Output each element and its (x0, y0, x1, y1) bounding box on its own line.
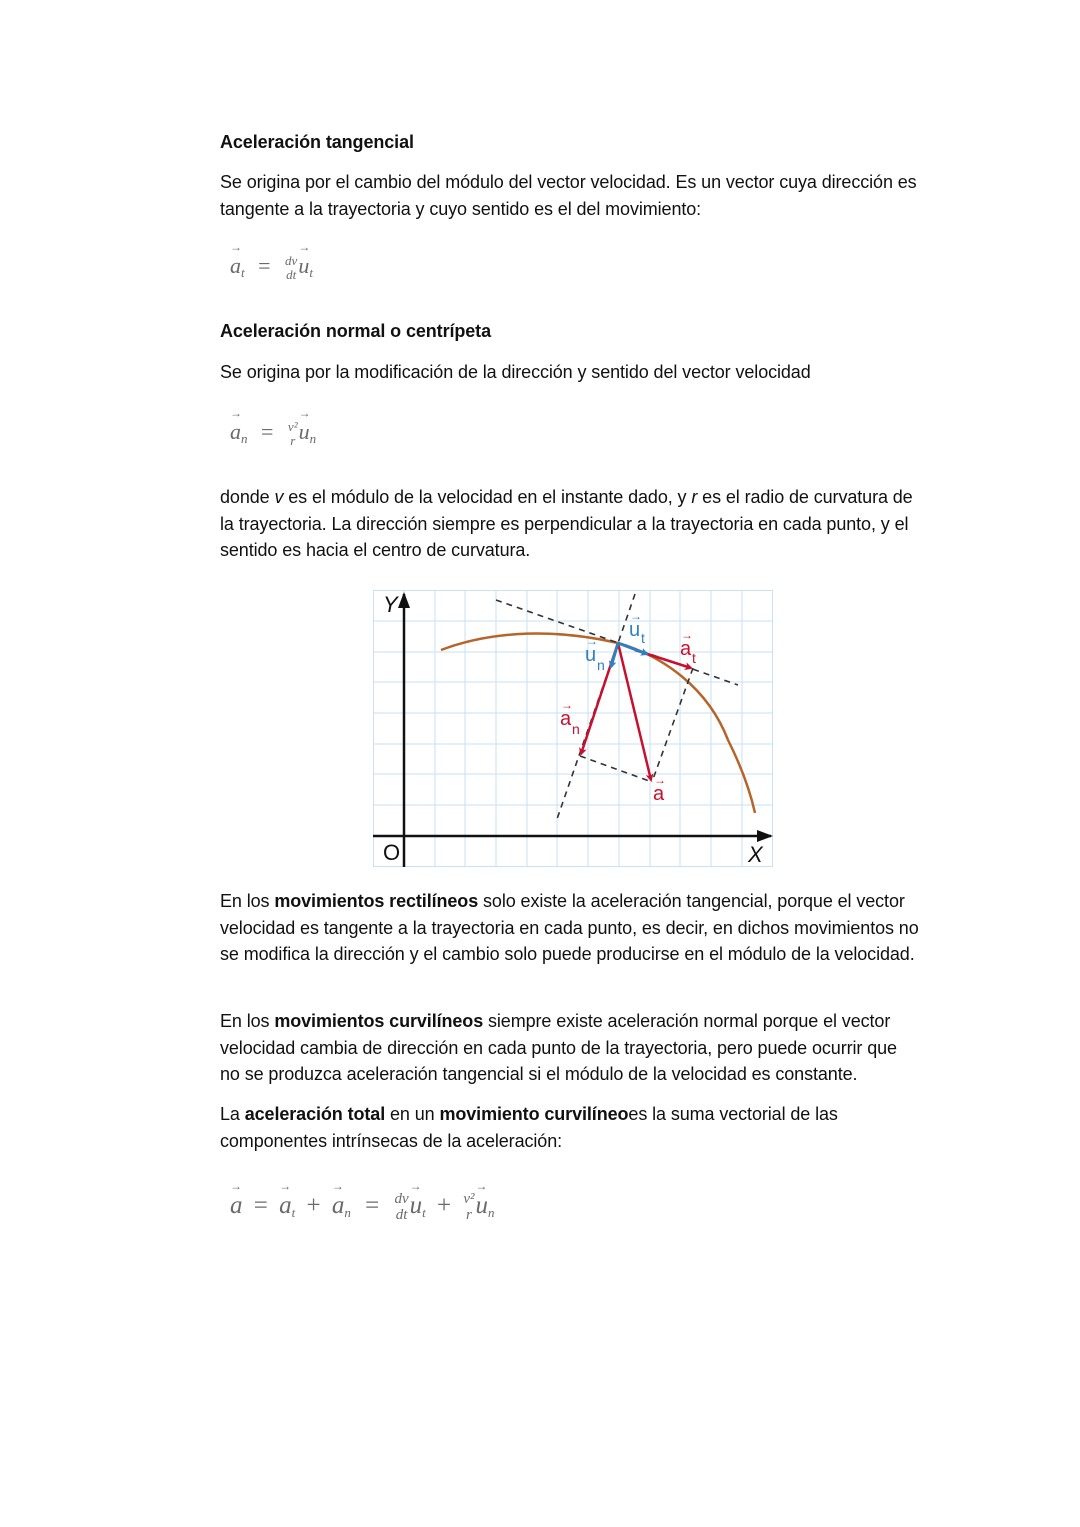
paragraph-curvilinear: En los movimientos curvilíneos siempre existe aceleración normal porque el vector velocidad cambia de dirección en cada punto de la trayectoria, pero puede ocurrir que no se produzca aceleración tangencial si el módulo de la velocidad es constante. (220, 1011, 897, 1084)
svg-text:u: u (629, 619, 641, 641)
svg-text:t: t (692, 650, 696, 666)
vector-a: → a (230, 419, 241, 445)
paragraph-total-acceleration: La aceleración total en un movimiento curvilíneoes la suma vectorial de las componentes intrínsecas de la aceleración: (220, 1104, 838, 1151)
paragraph-normal-explanation: donde v es el módulo de la velocidad en el instante dado, y r es el radio de curvatura de la trayectoria. La dirección siempre es perpendicular a la trayectoria en cada punto, y el sentido es hacia el centro de curvatura. (220, 487, 913, 560)
svg-text:t: t (641, 630, 645, 646)
fraction-dv-dt: dv dt (285, 253, 298, 283)
svg-text:a: a (653, 783, 665, 805)
paragraph-normal: Se origina por la modificación de la dirección y sentido del vector velocidad (220, 362, 811, 382)
svg-text:→: → (681, 628, 693, 642)
fraction-v2-r: v² r (287, 419, 298, 449)
vector-a: → a (230, 1192, 243, 1220)
svg-text:→: → (561, 698, 573, 712)
label-a (653, 773, 666, 805)
vector-a: → a (230, 253, 241, 279)
svg-text:u: u (585, 644, 597, 666)
svg-text:→: → (586, 634, 598, 648)
heading-normal: Aceleración normal o centrípeta (220, 321, 491, 341)
paragraph-rectilinear: En los movimientos rectilíneos solo existe la aceleración tangencial, porque el vector velocidad es tangente a la trayectoria en cada punto, es decir, en dichos movimientos no se modifica la dirección y el cambio solo puede producirse en el módulo de la velocidad. (220, 891, 919, 964)
x-axis-label: X (748, 842, 763, 867)
vector-a-t: → a (279, 1192, 292, 1220)
formula-normal: → $a_n$ = v² r → $u_n$ (230, 419, 316, 447)
svg-text:n: n (597, 657, 605, 673)
acceleration-components-diagram (373, 590, 773, 867)
vector-a-n: → a (332, 1192, 345, 1220)
vector-u-n: → u (476, 1192, 489, 1220)
vector-u-t: → u (410, 1192, 423, 1220)
svg-text:→: → (654, 773, 666, 787)
formula-tangential: → $a_t$ = dv dt → $u_t$ (230, 253, 313, 281)
vector-u: → u (299, 419, 310, 445)
fraction-v2-r: v² r (463, 1191, 475, 1223)
svg-text:n: n (572, 721, 580, 737)
paragraph-tangential: Se origina por el cambio del módulo del vector velocidad. Es un vector cuya dirección es tangente a la trayectoria y cuyo sentido es el del movimiento: (220, 172, 917, 219)
svg-text:→: → (630, 609, 642, 623)
vector-u: → u (298, 253, 309, 279)
svg-text:a: a (560, 708, 572, 730)
heading-tangential: Aceleración tangencial (220, 132, 414, 152)
fraction-dv-dt: dv dt (394, 1191, 409, 1223)
formula-total: → a = → $a_t$ + → $a_n$ = dv dt → $u_t$ + v² r → $u_n$ (230, 1192, 495, 1223)
origin-label: O (383, 840, 401, 865)
y-axis-label: Y (383, 592, 398, 617)
svg-text:a: a (680, 638, 692, 660)
